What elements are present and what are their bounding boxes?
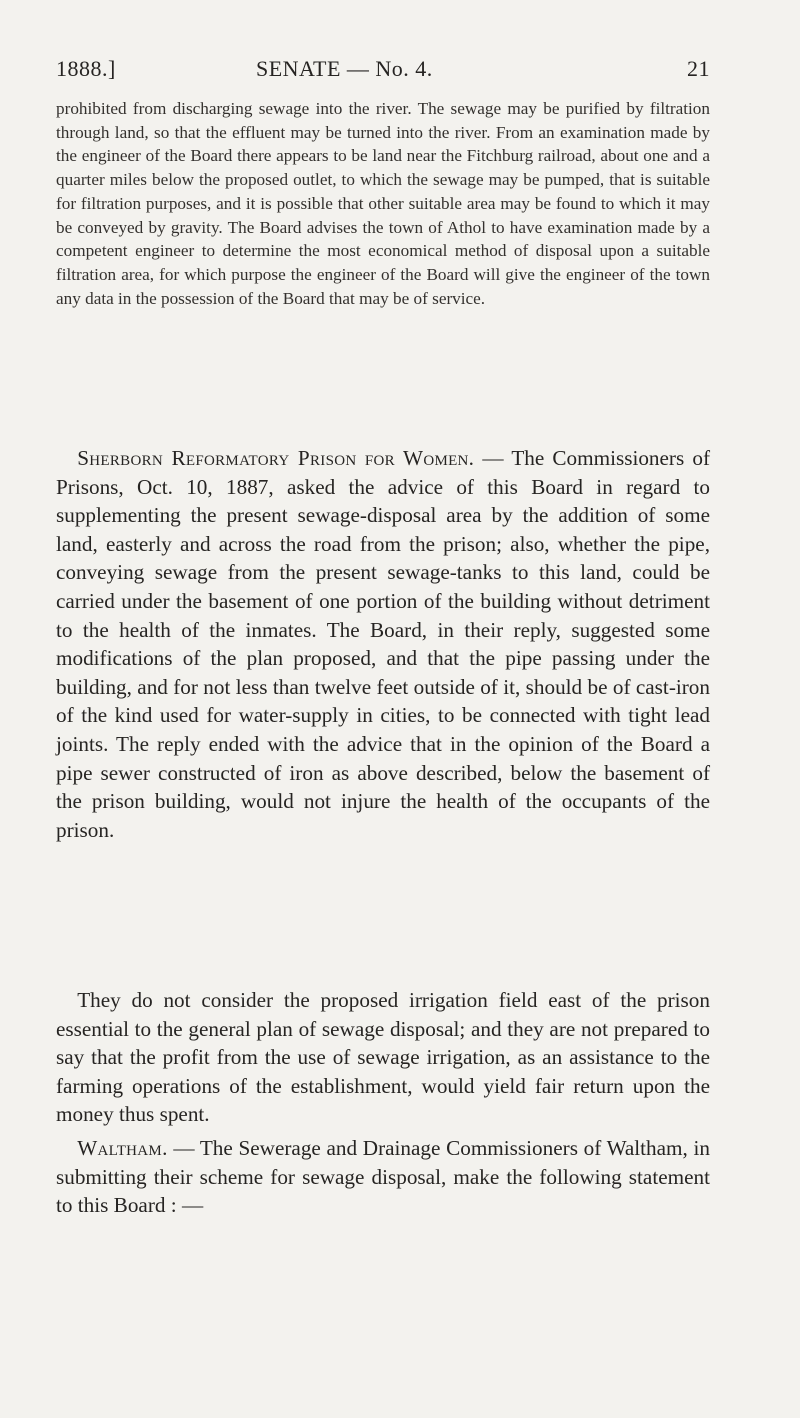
header-year: 1888.] — [56, 56, 116, 81]
heading-dash: — — [474, 446, 512, 470]
section-text-waltham: The Sewerage and Drainage Commissioners of Waltham, in submitting their scheme for sewage disposal, make the following statement to this Board : — — [56, 1136, 710, 1218]
running-head — [56, 56, 710, 92]
heading-dash: — — [167, 1136, 200, 1160]
section-waltham — [56, 1134, 710, 1220]
section-heading-sherborn: Sherborn Reformatory Prison for Women. — [77, 446, 475, 470]
paragraph-sherborn-continuation — [56, 986, 710, 1129]
section-text-sherborn: The Commissioners of Prisons, Oct. 10, 1887, asked the advice of this Board in regard to supplementing the present sewage-disposal area by the addition of some land, easterly and across the road from the prison; also, whether the pipe, conveying sewage from the present sewage-tanks to this land, could be carried under the basement of one portion of the building without detriment to the health of the inmates. The Board, in their reply, suggested some modifications of the plan proposed, and that the pipe passing under the building, and for not less than twelve feet outside of it, should be of cast-iron of the kind used for water-supply in cities, to be connected with tight lead joints. The reply ended with the advice that in the opinion of the Board a pipe sewer constructed of iron as above described, below the basement of the prison building, would not injure the health of the occupants of the prison. — [56, 446, 710, 842]
sherborn-continuation-text: They do not consider the proposed irrigation field east of the prison essential to the general plan of sewage disposal; and they are not prepared to say that the profit from the use of sewage irrigation, as an assistance to the farming operations of the establishment, would yield fair return upon the money thus spent. — [56, 988, 710, 1127]
section-sherborn — [56, 444, 710, 844]
header-title: SENATE — No. 4. — [256, 56, 433, 81]
section-heading-waltham: Waltham. — [77, 1136, 168, 1160]
paragraph-athol-continuation: prohibited from discharging sewage into the river. The sewage may be purified by filtration through land, so that the effluent may be turned into the river. From an examination made by the engineer of the Board there appears to be land near the Fitchburg railroad, about one and a quarter miles below the proposed outlet, to which the sewage may be pumped, that is suitable for filtration purposes, and it is possible that other suitable area may be found to which it may be conveyed by gravity. The Board advises the town of Athol to have examination made by a competent engineer to determine the most economical method of disposal upon a suitable filtration area, for which purpose the engineer of the Board will give the engineer of the town any data in the possession of the Board that may be of service. — [56, 99, 710, 308]
page-number: 21 — [687, 56, 710, 81]
